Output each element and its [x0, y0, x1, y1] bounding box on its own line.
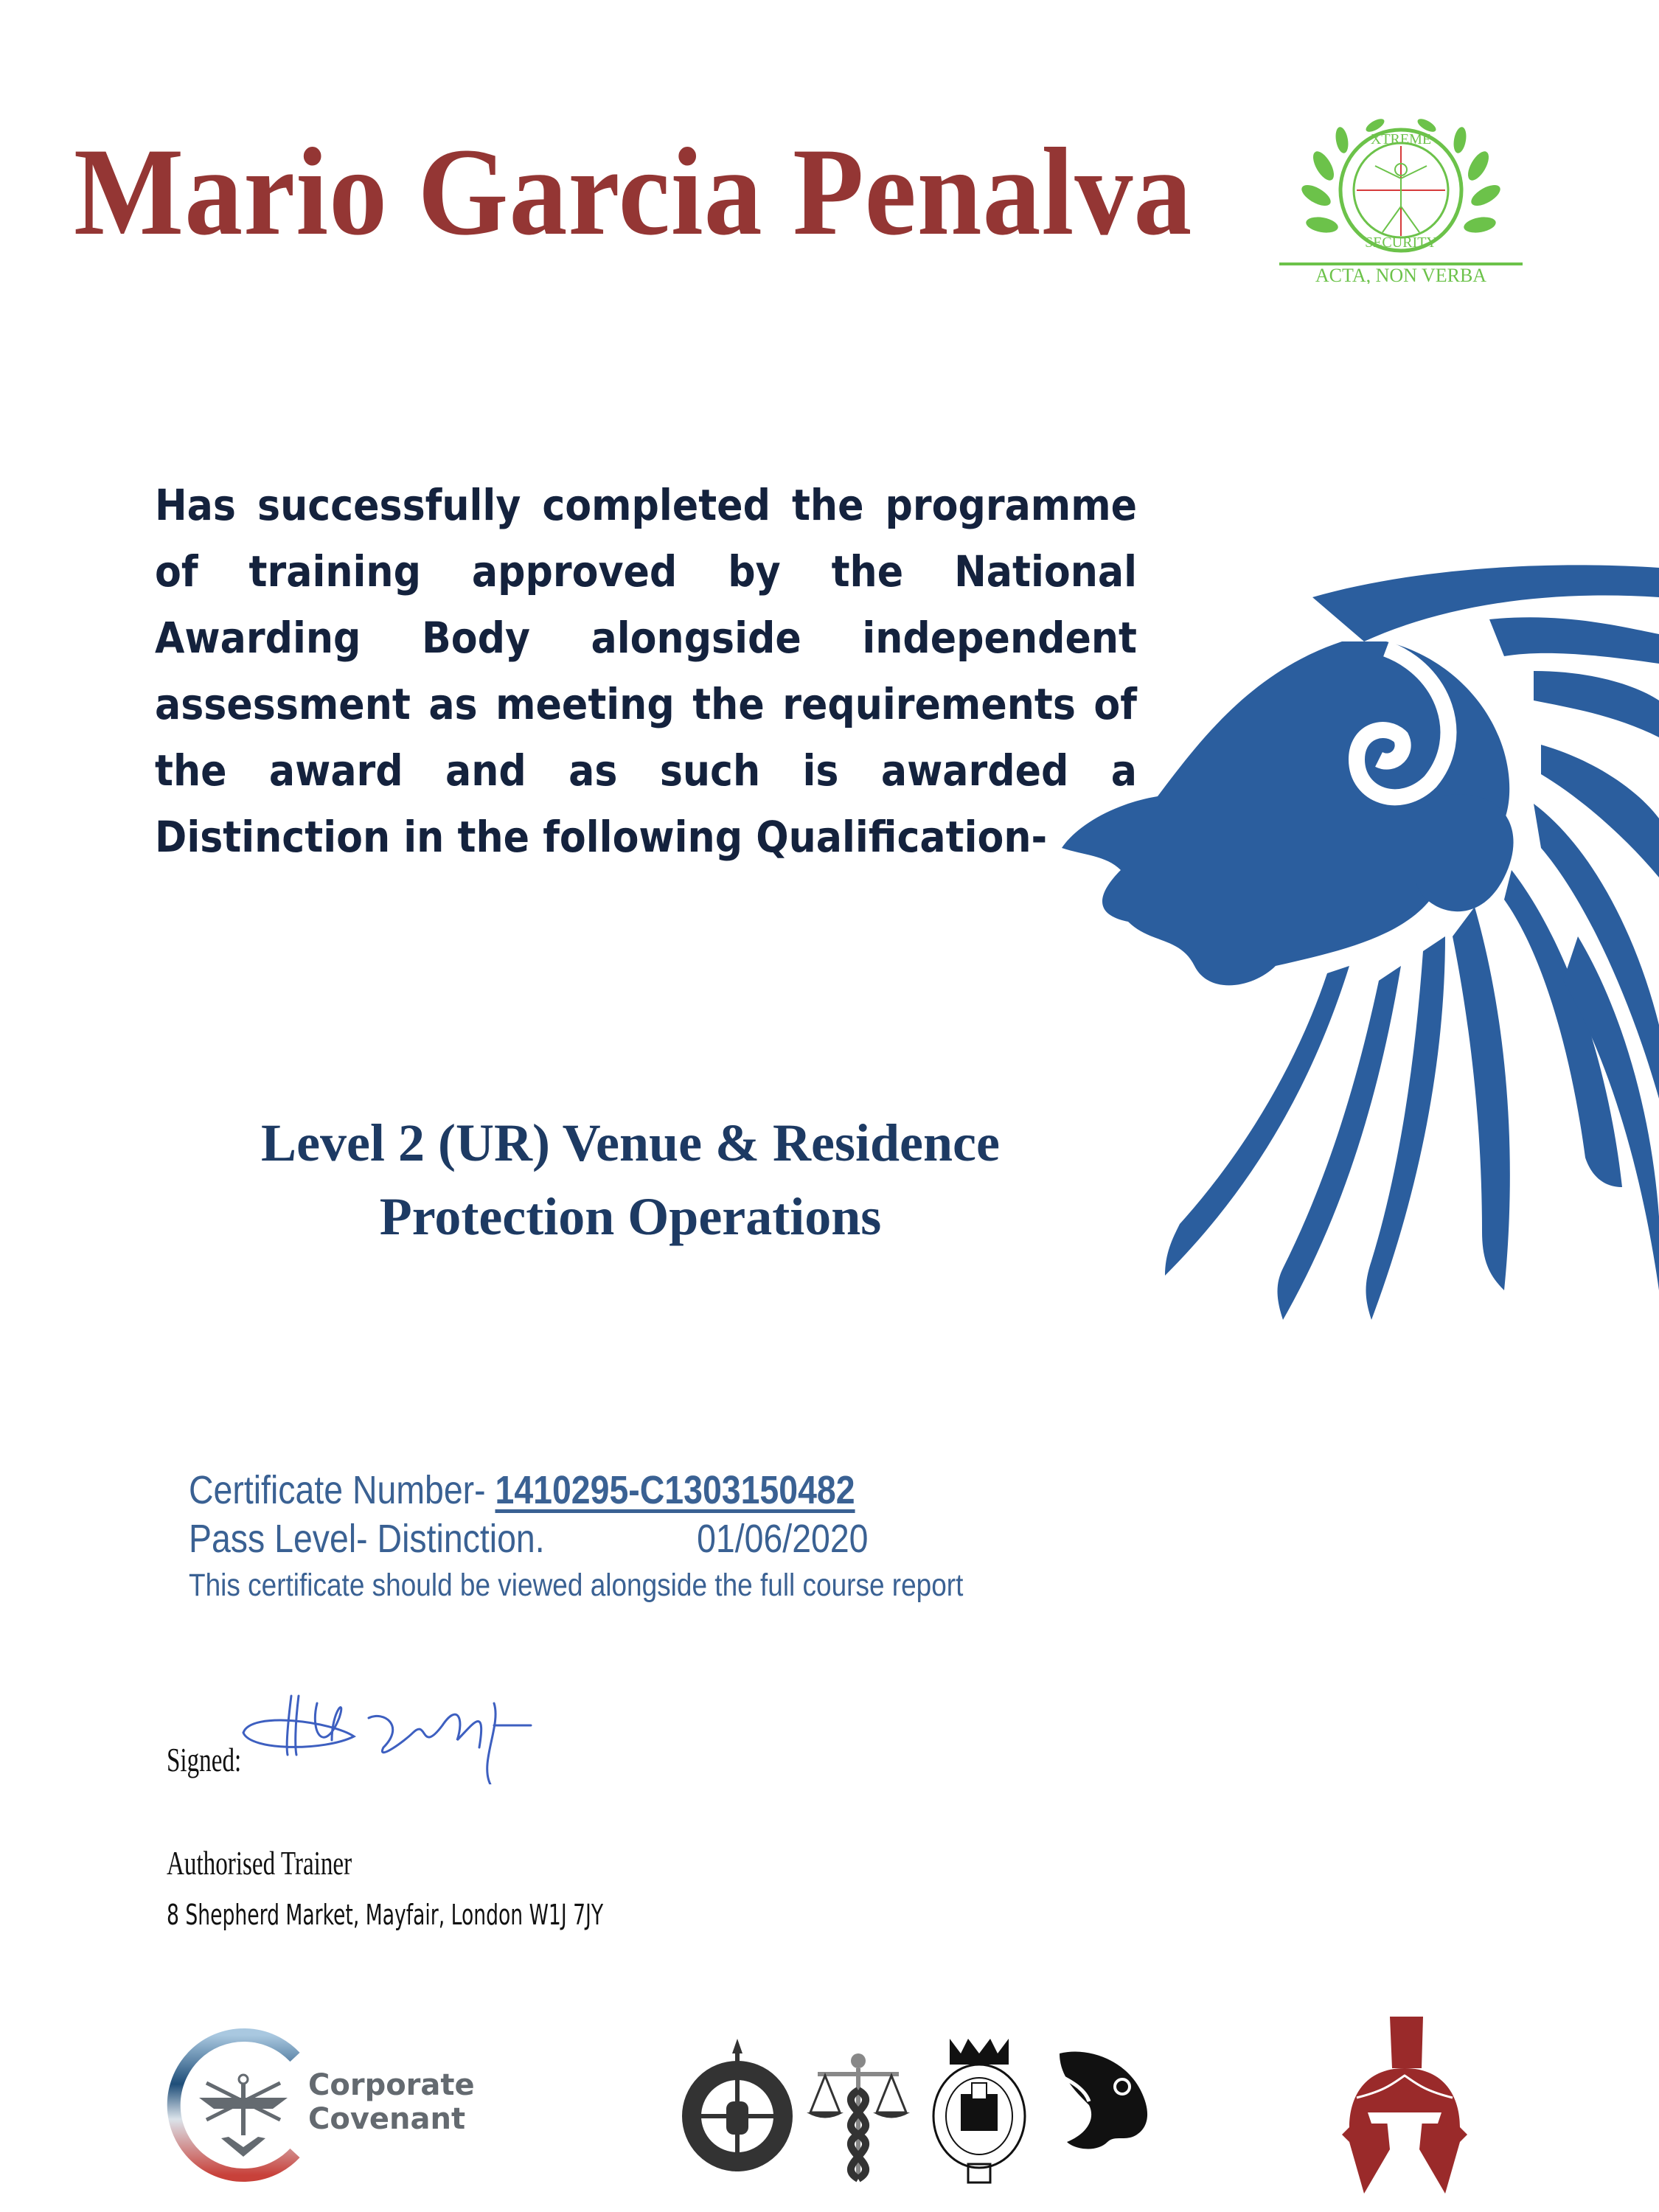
corporate-covenant-text: Corporate Covenant: [308, 2068, 475, 2136]
motto: ACTA, NON VERBA: [1315, 265, 1487, 284]
accreditation-badges: [682, 2031, 1161, 2186]
svg-text:SECURITY: SECURITY: [1365, 234, 1437, 251]
caduceus-scales-icon: [803, 2031, 914, 2186]
qualification-title: [162, 1106, 1099, 1253]
portcullis-crest-icon: [924, 2031, 1034, 2186]
qualification-line-1: Level 2 (UR) Venue & Residence: [261, 1113, 1000, 1172]
award-date: 01/06/2020: [697, 1517, 869, 1561]
griffin-crosshair-icon: [682, 2031, 793, 2186]
pass-level-row: [189, 1516, 869, 1562]
certificate-number[interactable]: 1410295-C1303150482: [495, 1468, 855, 1512]
course-report-note: This certificate should be viewed alongside the full course report: [189, 1568, 964, 1603]
recipient-name: Mario Garcia Penalva: [74, 122, 1193, 261]
signed-label: Signed:: [167, 1741, 242, 1778]
svg-text:XTREME: XTREME: [1370, 131, 1432, 147]
trainer-signature: [236, 1681, 546, 1784]
certificate-number-label: Certificate Number-: [189, 1468, 495, 1512]
certificate-number-row: [189, 1467, 855, 1513]
award-statement: Has successfully completed the programme of training approved by the National Awarding Body alongside independent assessment as meeting the requirements of the award and as such is awarded a Distinction in the following Qualification-: [155, 480, 1137, 862]
trainer-title: Authorised Trainer: [167, 1844, 352, 1882]
trainer-address: 8 Shepherd Market, Mayfair, London W1J 7JY: [167, 1899, 604, 1931]
spartan-helmet-icon: [1327, 2002, 1482, 2201]
pass-level-value: Distinction.: [377, 1517, 545, 1561]
pass-level-label: Pass Level-: [189, 1517, 378, 1561]
qualification-line-2: Protection Operations: [379, 1187, 882, 1246]
xtreme-security-logo: [1265, 96, 1537, 284]
lion-head-icon: [1045, 2031, 1155, 2186]
